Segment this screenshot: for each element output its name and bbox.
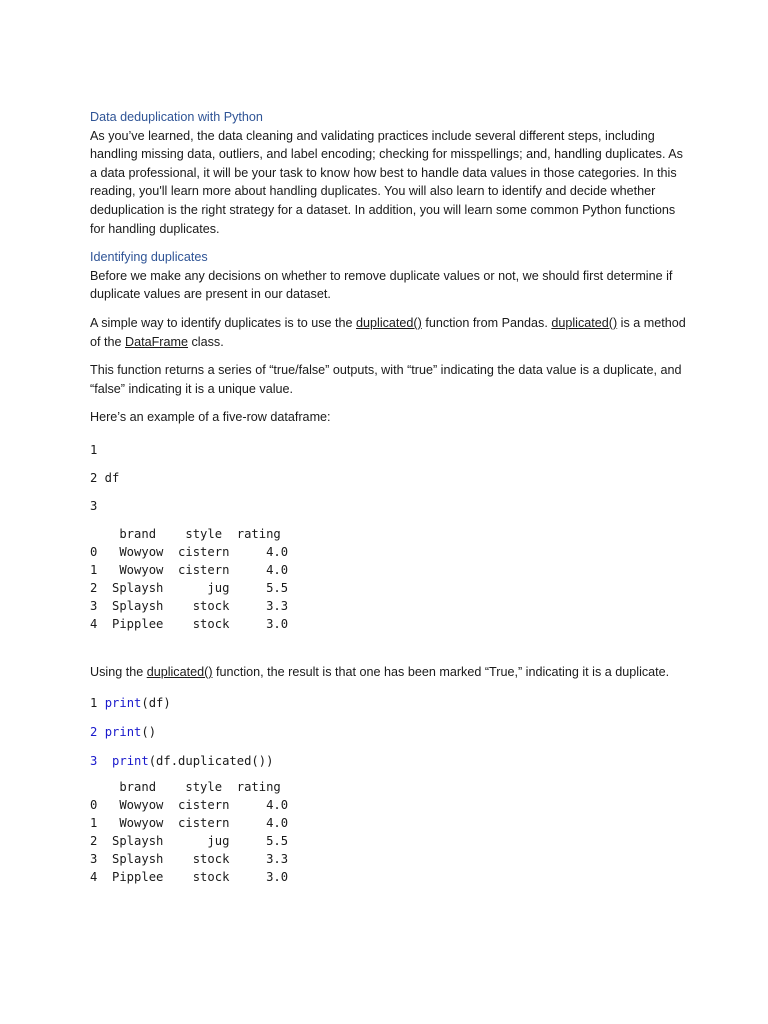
- paragraph-example-intro: Here’s an example of a five-row dataframe:: [90, 410, 331, 425]
- dataframe-link[interactable]: DataFrame: [125, 334, 189, 349]
- section-heading-deduplication: Data deduplication with Python: [90, 110, 263, 124]
- spacer: [90, 427, 690, 441]
- text-run: function, the result is that one has been marked “True,” indicating it is a duplicate.: [212, 664, 670, 679]
- spacer: [90, 770, 690, 778]
- spacer: [90, 633, 690, 663]
- spacer: [90, 487, 690, 497]
- spacer: [90, 515, 690, 525]
- code-text: (): [141, 724, 157, 739]
- text-run: A simple way to identify duplicates is to use the: [90, 315, 357, 330]
- keyword: print: [104, 695, 142, 710]
- print-code-line-2: [90, 723, 690, 741]
- paragraph-true-false: This function returns a series of “true/false” outputs, with “true” indicating the data value is a duplicate, and “false” indicating it is a unique value.: [90, 363, 682, 396]
- document-page: [90, 108, 690, 886]
- duplicated-link-2[interactable]: duplicated(): [551, 315, 618, 330]
- line-number: 3: [90, 753, 113, 768]
- duplicated-link[interactable]: duplicated(): [356, 315, 422, 330]
- spacer: [90, 682, 690, 694]
- duplicated-link-3[interactable]: duplicated(): [146, 664, 213, 679]
- print-code-line-1: [90, 694, 690, 712]
- code-line-2: 2 df: [90, 470, 120, 485]
- print-code-line-3: [90, 752, 690, 770]
- text-run: Using the: [90, 664, 147, 679]
- spacer: [90, 351, 690, 361]
- spacer: [90, 712, 690, 723]
- text-run: class.: [188, 334, 224, 349]
- text-run: function from Pandas.: [421, 315, 552, 330]
- section-heading-identifying: Identifying duplicates: [90, 250, 208, 265]
- spacer: [90, 741, 690, 752]
- code-line-3: 3: [90, 498, 98, 513]
- keyword: print: [112, 753, 149, 768]
- dataframe-output-1: brand style rating 0 Wowyow cistern 4.0 1 Wowyow cistern 4.0 2 Splaysh jug 5.5 3 Splaysh stock 3.3 4 Pipplee stock 3.0: [90, 526, 289, 631]
- paragraph-using-duplicated: [90, 663, 690, 682]
- line-number: 1: [90, 695, 105, 710]
- spacer: [90, 459, 690, 469]
- spacer: [90, 398, 690, 408]
- keyword: print: [104, 724, 142, 739]
- paragraph-before-decisions: Before we make any decisions on whether to remove duplicate values or not, we should first determine if duplicate values are present in our dataset.: [90, 268, 673, 302]
- code-line-1: 1: [90, 442, 98, 457]
- code-text: (df.duplicated()): [148, 753, 274, 768]
- dataframe-output-2: brand style rating 0 Wowyow cistern 4.0 1 Wowyow cistern 4.0 2 Splaysh jug 5.5 3 Splaysh stock 3.3 4 Pipplee stock 3.0: [90, 779, 289, 884]
- line-number: 2: [90, 724, 105, 739]
- intro-paragraph: As you’ve learned, the data cleaning and validating practices include several different steps, including handling missing data, outliers, and label encoding; checking for misspellings; and, handling duplicates. As a data professional, it will be your task to know how best to handle data values in those categories. In this reading, you'll learn more about handling duplicates. You will also learn to identify and decide whether deduplication is the right strategy for a dataset. In addition, you will learn some common Python functions for handling duplicates.: [90, 128, 683, 236]
- paragraph-duplicated-method: [90, 314, 690, 351]
- spacer: [90, 304, 690, 314]
- code-text: (df): [141, 695, 171, 710]
- spacer: [90, 238, 690, 248]
- text-run: is a method of the: [90, 315, 686, 349]
